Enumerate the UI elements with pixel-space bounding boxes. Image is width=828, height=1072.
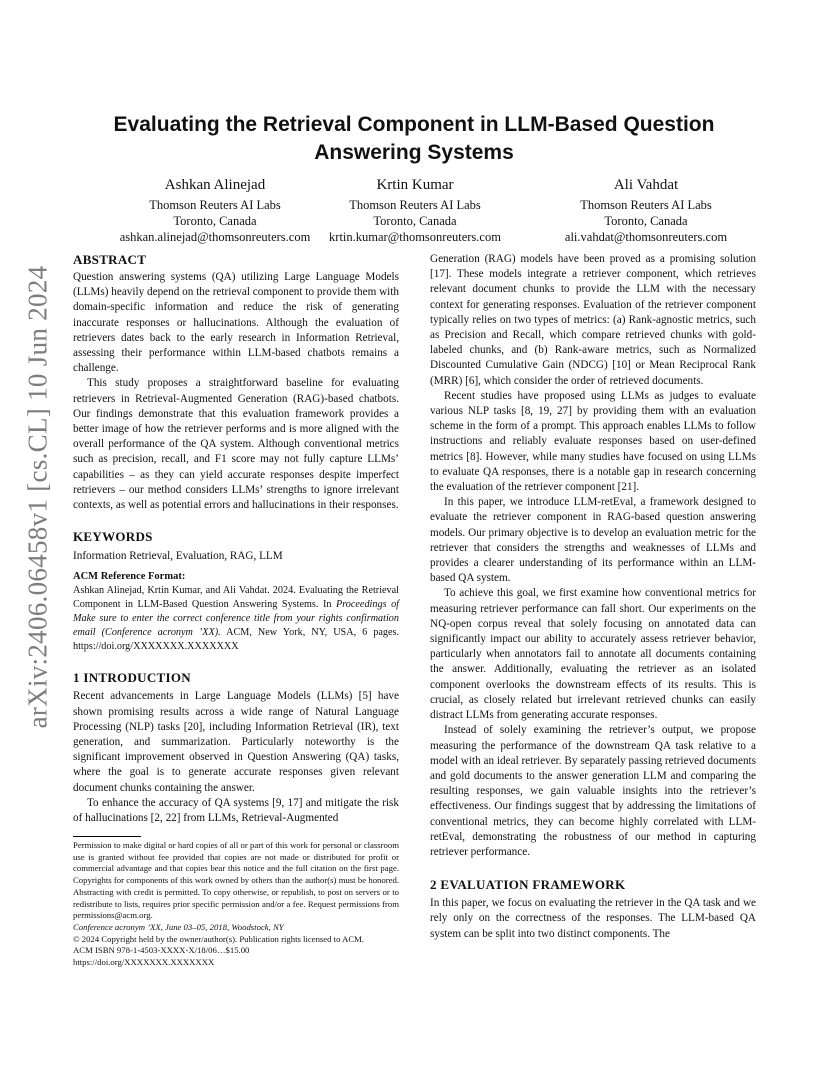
author-org: Thomson Reuters AI Labs [349, 198, 481, 212]
abstract-paragraph-2: This study proposes a straightforward baseline for evaluating retrievers in Retrieval-Augmented Generation (RAG)-based chatbots. Our findings demonstrate that this evaluation framework provides a better image of how the retriever performs and is more aligned with the overall performance of the QA system. Although conventional metrics such as precision, recall, and F1 score may not fully capture LLMs’ capabilities – as they can yield accurate responses despite imperfect retrievers – our method considers LLMs’ strengths to ignore irrelevant contexts, as well as potential errors and hallucinations in their responses. [73, 377, 399, 512]
author-name: Krtin Kumar [376, 177, 454, 193]
author-email[interactable]: ali.vahdat@thomsonreuters.com [564, 230, 728, 244]
conference-info: Conference acronym ’XX, June 03–05, 2018, Woodstock, NY [73, 921, 284, 932]
abstract-paragraph-1: Question answering systems (QA) utilizing Large Language Models (LLMs) heavily depend on the retrieval component to provide them with domain-specific information and reduce the risk of generating inaccurate responses or hallucinations. Although the evaluation of retrievers dates back to the early research in Information Retrieval, assessing their performance within LLM-based chatbots remains a challenge. [73, 271, 399, 375]
llm-judges-paragraph: Recent studies have proposed using LLMs as judges to evaluate various NLP tasks [8, 19, 27] by providing them with an evaluation scheme in the form of a prompt. This approach enables LLMs to follow instructions and reliably evaluate responses based on user-defined metrics [8]. However, while many studies have focused on using LLMs to evaluate QA responses, there is a notable gap in research concerning the evaluation of the retriever component [21]. [430, 389, 756, 494]
right-column [430, 252, 756, 942]
evaluation-framework-paragraph: In this paper, we focus on evaluating the retriever in the QA task and we rely only on the correctness of the responses. The LLM-based QA system can be split into two distinct components. The [430, 897, 756, 940]
author-name: Ashkan Alinejad [164, 177, 266, 193]
paper-title [70, 111, 758, 167]
introduction-paragraph-1: Recent advancements in Large Language Models (LLMs) [5] have shown promising results across a wide range of Natural Language Processing (NLP) tasks [20], including Information Retrieval (IR), text generation, and summarization. Particularly noteworthy is the significant improvement observed in Question Answering (QA) tasks, where the goal is to generate accurate responses given relevant document chunks containing the answer. [73, 690, 399, 794]
keywords-heading: KEYWORDS [73, 529, 153, 545]
introduction-paragraph-2: To enhance the accuracy of QA systems [9, 17] and mitigate the risk of hallucinations [2, 22] from LLMs, Retrieval-Augmented [73, 796, 399, 825]
author-location: Toronto, Canada [373, 214, 457, 228]
acm-reference-part-2: ACM, New York, NY, USA, 6 pages. https://doi.org/XXXXXXX.XXXXXXX [73, 626, 399, 652]
doi-link[interactable]: https://doi.org/XXXXXXX.XXXXXXX [73, 957, 215, 968]
author-block-3 [526, 176, 766, 245]
left-column [73, 252, 399, 826]
author-org: Thomson Reuters AI Labs [580, 198, 712, 212]
intro-continued-paragraph: Generation (RAG) models have been proved as a promising solution [17]. These models integrate a retriever component, which retrieves relevant document chunks to provide the LLM with the necessary context for generating responses. Evaluation of the retriever component typically relies on two types of metrics: (a) Rank-agnostic metrics, such as Precision and Recall, which compare retrieved chunks with gold-labeled chunks, and (b) Rank-aware metrics, such as Normalized Discounted Cumulative Gain (NDCG) [10] or Mean Reciprocal Rank (MRR) [6], which consider the order of retrieved documents. [430, 253, 756, 387]
author-org: Thomson Reuters AI Labs [149, 198, 281, 212]
conventional-metrics-paragraph: To achieve this goal, we first examine how conventional metrics for measuring retriever performance can fall short. Our experiments on the NQ-open corpus reveal that solely focusing on annotated data can significantly impact our ability to accurately assess retriever behavior, particularly when annotators fail to annotate all documents containing the answer. Additionally, evaluating the retriever as an isolated component overlooks the downstream effects of its results. This is crucial, as closely related but irrelevant retrieved chunks can easily distract LLMs from generating accurate responses. [430, 587, 756, 722]
keywords-text: Information Retrieval, Evaluation, RAG, LLM [73, 550, 283, 563]
arxiv-identifier: arXiv:2406.06458v1 [cs.CL] 10 Jun 2024 [22, 265, 53, 729]
title-line-2: Answering Systems [314, 141, 514, 164]
copyright-line: © 2024 Copyright held by the owner/author(s). Publication rights licensed to ACM. [73, 933, 365, 944]
isbn-line: ACM ISBN 978-1-4503-XXXX-X/18/06…$15.00 [73, 945, 250, 956]
abstract-heading: ABSTRACT [73, 252, 147, 267]
title-line-1: Evaluating the Retrieval Component in LLM-Based Question [113, 113, 715, 136]
footnote-rule [73, 836, 141, 837]
introduction-heading: 1 INTRODUCTION [73, 670, 191, 686]
author-location: Toronto, Canada [173, 214, 257, 228]
acm-reference-text [73, 584, 399, 653]
acm-reference-proceedings: Proceedings of Make sure to enter the correct conference title from your rights confirmation email (Conference acronym ’XX). [73, 599, 399, 638]
llm-reteval-paragraph: In this paper, we introduce LLM-retEval, a framework designed to evaluate the retriever component in RAG-based question answering models. Our primary objective is to develop an evaluation metric for the retriever that considers the strengths and weaknesses of LLMs and provides a clearer understanding of its performance within an LLM-based QA system. [430, 496, 756, 585]
arxiv-stamp [22, 262, 54, 732]
evaluation-framework-heading: 2 EVALUATION FRAMEWORK [430, 877, 626, 893]
author-name: Ali Vahdat [613, 177, 679, 193]
permission-notice: Permission to make digital or hard copies of all or part of this work for personal or classroom use is granted without fee provided that copies are not made or distributed for profit or commercial advantage and that copies bear this notice and the full citation on the first page. Copyrights for components of this work owned by others than the author(s) must be honored. Abstracting with credit is permitted. To copy otherwise, or republish, to post on servers or to redistribute to lists, requires prior specific permission and/or a fee. Request permissions from permissions@acm.org. [73, 840, 399, 921]
proposed-method-paragraph: Instead of solely examining the retriever’s output, we propose measuring the performance of the downstream QA task relative to a model with an ideal retriever. By separately passing retrieved documents and gold documents to the answer generation LLM and comparing the resulting responses, we gain valuable insights into the retriever’s effectiveness. Our findings suggest that by addressing the limitations of conventional metrics, they can become highly correlated with LLM-retEval, demonstrating the robustness of our method in capturing retriever performance. [430, 724, 756, 858]
acm-reference-part-1: Ashkan Alinejad, Krtin Kumar, and Ali Vahdat. 2024. Evaluating the Retrieval Component in LLM-Based Question Answering Systems. In [73, 585, 399, 611]
acm-reference-heading: ACM Reference Format: [73, 571, 186, 583]
author-location: Toronto, Canada [604, 214, 688, 228]
author-block-2 [295, 176, 535, 245]
author-email[interactable]: krtin.kumar@thomsonreuters.com [329, 230, 501, 244]
footnote [73, 840, 399, 969]
author-email[interactable]: ashkan.alinejad@thomsonreuters.com [119, 230, 311, 244]
